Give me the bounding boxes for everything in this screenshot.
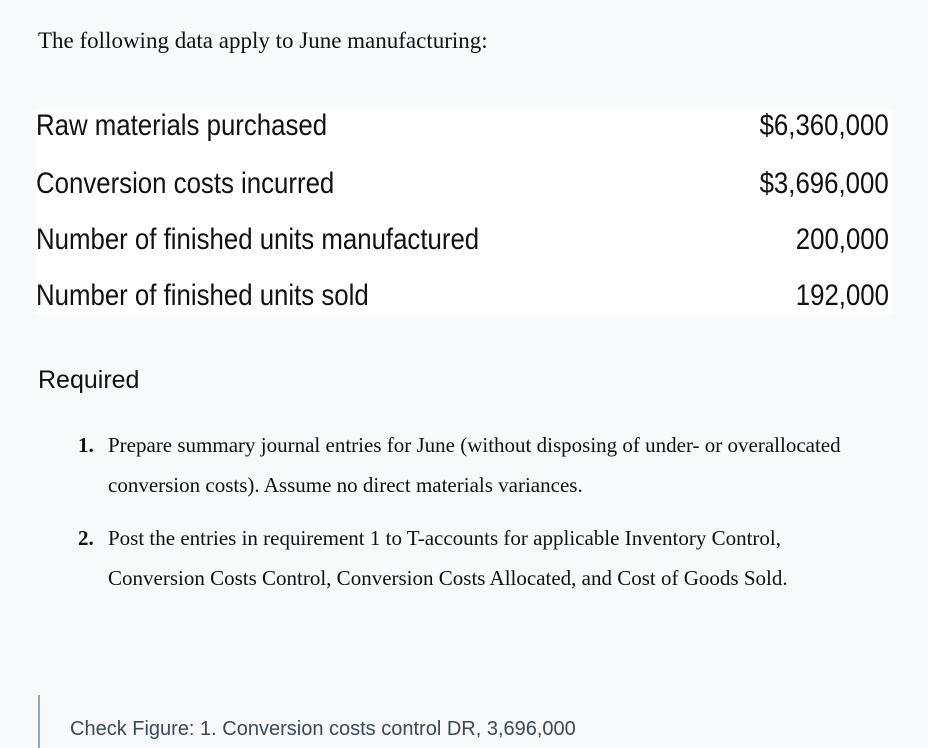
requirement-text: Post the entries in requirement 1 to T-accounts for applicable Inventory Control, Conversion Costs Control, Conversion Costs Allocated, and Cost of Goods Sold. bbox=[108, 526, 788, 590]
data-row-raw-materials bbox=[36, 106, 892, 146]
requirement-item bbox=[78, 425, 878, 505]
data-row-value: 192,000 bbox=[795, 279, 889, 312]
requirement-item bbox=[78, 518, 878, 598]
data-row-label: Conversion costs incurred bbox=[36, 167, 335, 200]
data-row-units-manufactured bbox=[36, 220, 892, 260]
data-row-value: 200,000 bbox=[795, 223, 889, 256]
check-figure-bar bbox=[38, 695, 40, 748]
data-row-conversion-costs bbox=[36, 164, 892, 204]
requirement-number: 1. bbox=[78, 433, 94, 457]
intro-text: The following data apply to June manufacturing: bbox=[38, 28, 488, 53]
data-row-units-sold bbox=[36, 276, 892, 316]
requirement-number: 2. bbox=[78, 526, 94, 550]
data-row-value: $6,360,000 bbox=[759, 109, 889, 142]
requirements-list bbox=[78, 425, 878, 611]
data-row-label: Number of finished units sold bbox=[36, 279, 369, 312]
data-table bbox=[36, 110, 892, 314]
data-row-value: $3,696,000 bbox=[759, 167, 889, 200]
requirement-text: Prepare summary journal entries for June (without disposing of under- or overallocated conversion costs). Assume no direct materials variances. bbox=[108, 433, 841, 497]
check-figure: Check Figure: 1. Conversion costs control DR, 3,696,000 bbox=[70, 718, 576, 740]
data-row-label: Number of finished units manufactured bbox=[36, 223, 480, 256]
data-row-label: Raw materials purchased bbox=[36, 109, 328, 142]
required-heading: Required bbox=[38, 366, 140, 394]
